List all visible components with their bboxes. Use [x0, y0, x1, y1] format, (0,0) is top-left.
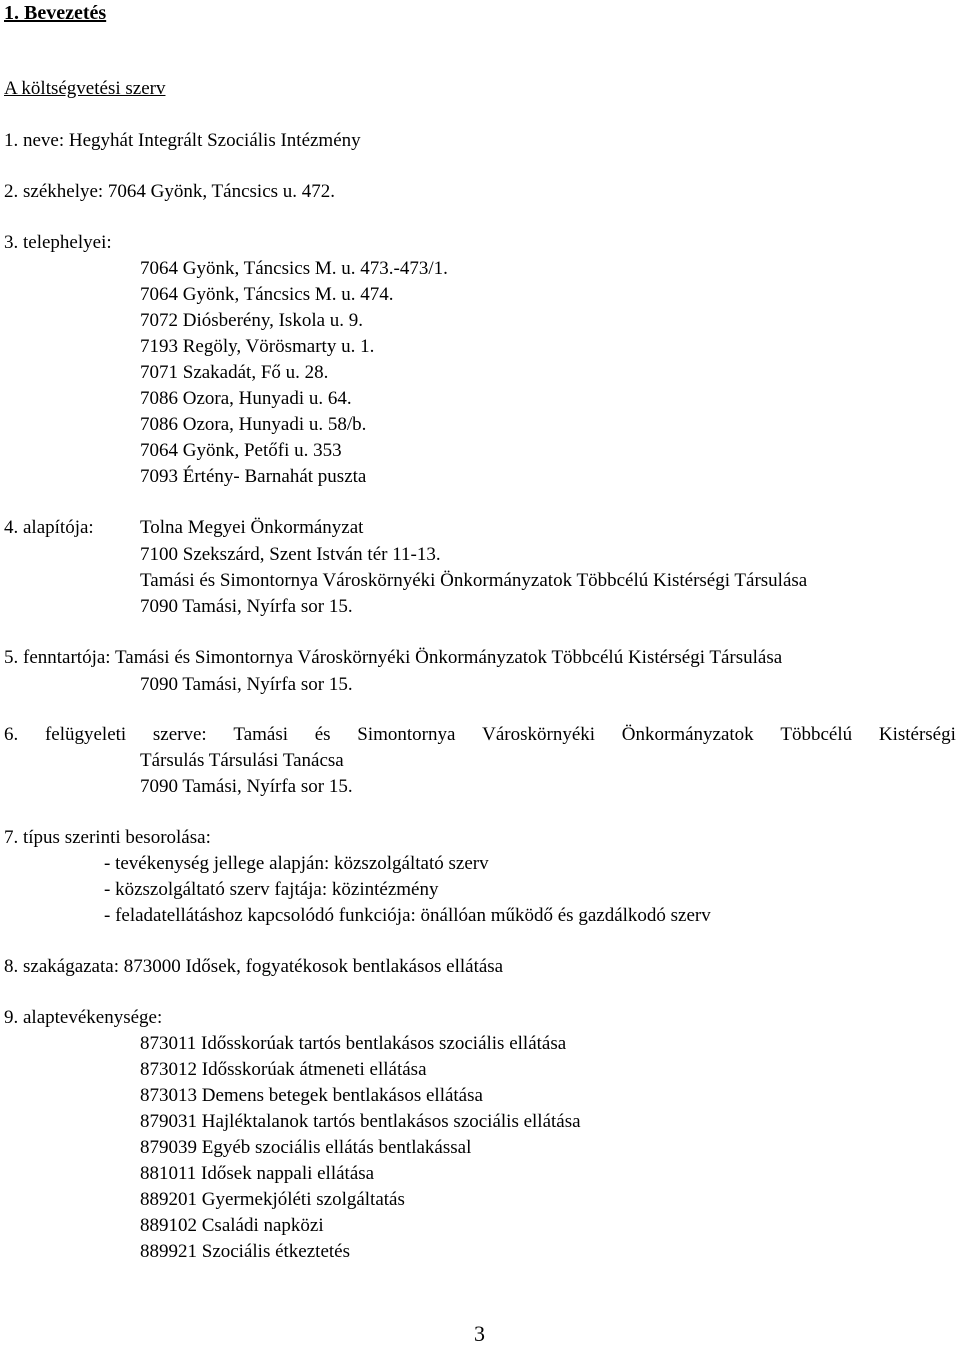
site-item: 7193 Regöly, Vörösmarty u. 1. [140, 336, 375, 357]
site-item: 7071 Szakadát, Fő u. 28. [140, 362, 329, 383]
activity-item: 873012 Idősskorúak átmeneti ellátása [140, 1059, 427, 1080]
founder-line: 7090 Tamási, Nyírfa sor 15. [140, 596, 353, 617]
activity-item: 873011 Idősskorúak tartós bentlakásos szociális ellátása [140, 1033, 567, 1054]
supervisor-line [4, 725, 956, 744]
activity-item: 889921 Szociális étkeztetés [140, 1241, 350, 1262]
supervisor-word: felügyeleti [44, 724, 127, 745]
supervisor-word: Városkörnyéki [482, 724, 596, 745]
page-number: 3 [474, 1321, 485, 1346]
supervisor-word: Többcélú [780, 724, 853, 745]
sites-label: 3. telephelyei: [4, 232, 112, 253]
activity-item: 889102 Családi napközi [140, 1215, 324, 1236]
maintainer-line: 5. fenntartója: Tamási és Simontornya Városkörnyéki Önkormányzatok Többcélú Kistérségi Társulása [4, 647, 783, 668]
supervisor-word: Simontornya [357, 724, 456, 745]
type-label: 7. típus szerinti besorolása: [4, 827, 211, 848]
site-item: 7086 Ozora, Hunyadi u. 64. [140, 388, 352, 409]
supervisor-line-2: Társulás Társulási Tanácsa [140, 750, 344, 771]
institution-seat: 2. székhelye: 7064 Gyönk, Táncsics u. 472. [4, 181, 336, 202]
type-item: - tevékenység jellege alapján: közszolgáltató szerv [104, 853, 489, 874]
supervisor-address: 7090 Tamási, Nyírfa sor 15. [140, 776, 353, 797]
supervisor-word: 6. [4, 724, 19, 745]
activity-item: 889201 Gyermekjóléti szolgáltatás [140, 1189, 405, 1210]
maintainer-address: 7090 Tamási, Nyírfa sor 15. [140, 674, 353, 695]
founder-line: Tamási és Simontornya Városkörnyéki Önkormányzatok Többcélú Kistérségi Társulása [140, 570, 808, 591]
subheading: A költségvetési szerv [4, 78, 166, 99]
activity-item: 881011 Idősek nappali ellátása [140, 1163, 375, 1184]
supervisor-word: Tamási [233, 724, 289, 745]
type-item: - feladatellátáshoz kapcsolódó funkciója: önállóan működő és gazdálkodó szerv [104, 905, 711, 926]
site-item: 7064 Gyönk, Táncsics M. u. 474. [140, 284, 394, 305]
institution-name: 1. neve: Hegyhát Integrált Szociális Intézmény [4, 130, 361, 151]
site-item: 7064 Gyönk, Táncsics M. u. 473.-473/1. [140, 258, 448, 279]
activity-item: 873013 Demens betegek bentlakásos ellátása [140, 1085, 483, 1106]
site-item: 7064 Gyönk, Petőfi u. 353 [140, 440, 342, 461]
sector-line: 8. szakágazata: 873000 Idősek, fogyatékosok bentlakásos ellátása [4, 956, 504, 977]
supervisor-word: Kistérségi [878, 724, 956, 745]
site-item: 7093 Értény- Barnahát puszta [140, 466, 367, 487]
type-item: - közszolgáltató szerv fajtája: közintézmény [104, 879, 439, 900]
section-heading: 1. Bevezetés [4, 2, 107, 24]
supervisor-word: Önkormányzatok [621, 724, 754, 745]
supervisor-word: és [314, 724, 331, 745]
activity-item: 879039 Egyéb szociális ellátás bentlakással [140, 1137, 472, 1158]
founder-label: 4. alapítója: [4, 517, 94, 538]
site-item: 7086 Ozora, Hunyadi u. 58/b. [140, 414, 367, 435]
founder-line: Tolna Megyei Önkormányzat [140, 517, 364, 538]
founder-line: 7100 Szekszárd, Szent István tér 11-13. [140, 544, 441, 565]
supervisor-word: szerve: [152, 724, 207, 745]
activity-item: 879031 Hajléktalanok tartós bentlakásos szociális ellátása [140, 1111, 581, 1132]
site-item: 7072 Diósberény, Iskola u. 9. [140, 310, 364, 331]
activities-label: 9. alaptevékenysége: [4, 1007, 163, 1028]
